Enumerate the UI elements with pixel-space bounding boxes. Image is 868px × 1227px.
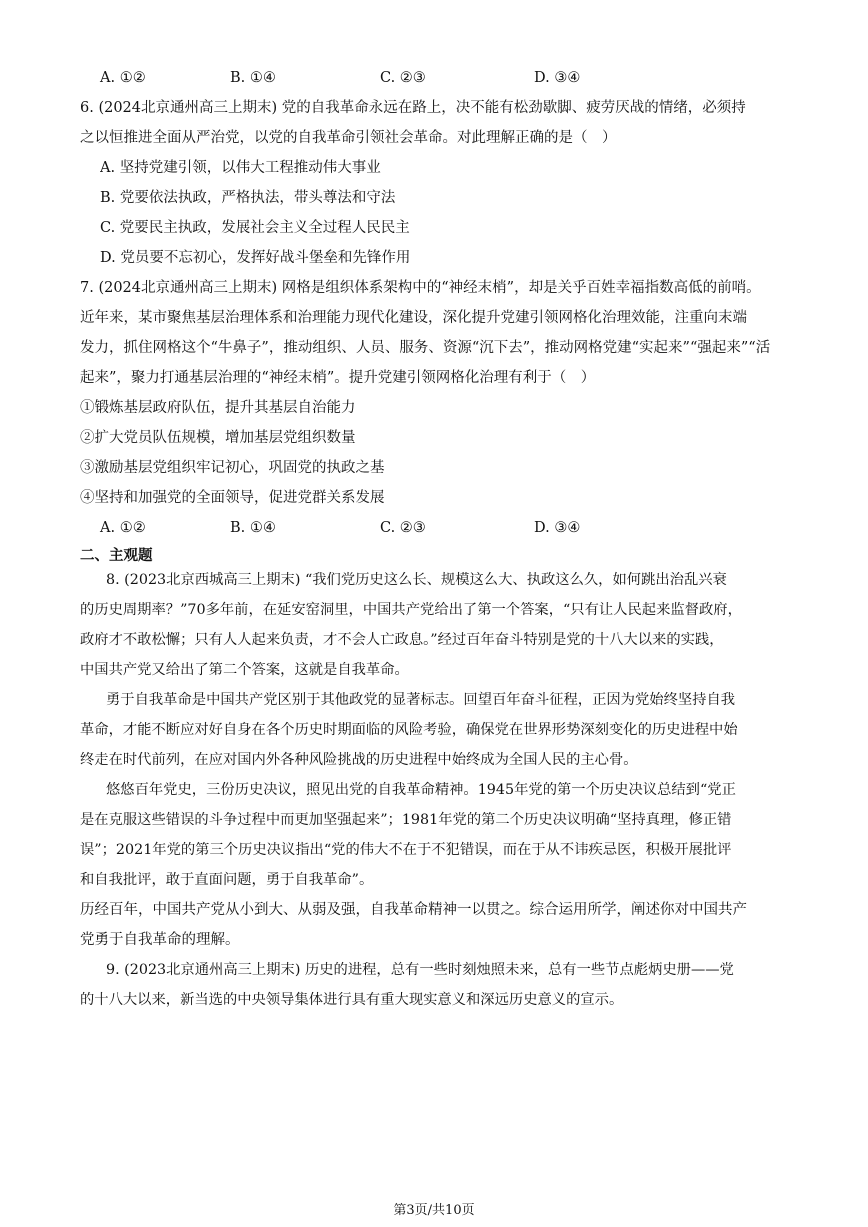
q8-line-2: 的历史周期率？”70多年前，在延安窑洞里，中国共产党给出了第一个答案，“只有让人民起来监督政府， (80, 602, 742, 618)
q7-option-c: C. ②③ (380, 520, 426, 536)
q7-statement-1: ①锻炼基层政府队伍，提升其基层自治能力 (80, 400, 356, 416)
q7-options-row (100, 518, 800, 538)
q6-option-c: C. 党要民主执政，发展社会主义全过程人民民主 (100, 220, 410, 236)
q7-statement-4: ④坚持和加强党的全面领导，促进党群关系发展 (80, 490, 385, 506)
q7-option-a: A. ①② (100, 520, 146, 536)
q6-stem-line-2: 之以恒推进全面从严治党，以党的自我革命引领社会革命。对此理解正确的是（ ） (80, 130, 617, 146)
q7-option-b: B. ①④ (230, 520, 276, 536)
q9-line-2: 的十八大以来，新当选的中央领导集体进行具有重大现实意义和深远历史意义的宣示。 (80, 992, 624, 1008)
q8-line-3: 政府才不敢松懈；只有人人起来负责，才不会人亡政息。”经过百年奋斗特别是党的十八大以来的实践， (80, 632, 724, 648)
q6-option-a: A. 坚持党建引领，以伟大工程推动伟大事业 (100, 160, 381, 176)
q8-line-8: 悠悠百年党史，三份历史决议，照见出党的自我革命精神。1945年党的第一个历史决议总结到“党正 (106, 782, 736, 798)
option-a: A. ①② (100, 70, 146, 86)
page-footer: 第3页/共10页 (393, 1203, 475, 1218)
q8-question-line-1: 历经百年，中国共产党从小到大、从弱及强，自我革命精神一以贯之。综合运用所学，阐述你对中国共产 (80, 902, 747, 918)
q7-stem-line-3: 发力，抓住网格这个“牛鼻子”，推动组织、人员、服务、资源“沉下去”，推动网格党建“实起来”“强起来”“活 (80, 340, 771, 356)
q8-question-line-2: 党勇于自我革命的理解。 (80, 932, 240, 948)
q8-line-10: 误”；2021年党的第三个历史决议指出“党的伟大不在于不犯错误，而在于从不讳疾忌医，积极开展批评 (80, 842, 732, 858)
q8-line-4: 中国共产党又给出了第二个答案，这就是自我革命。 (80, 662, 409, 678)
q7-stem-line-2: 近年来，某市聚焦基层治理体系和治理能力现代化建设，深化提升党建引领网格化治理效能，注重向末端 (80, 310, 747, 326)
q7-stem-line-4: 起来”，聚力打通基层治理的“神经末梢”。提升党建引领网格化治理有利于（ ） (80, 370, 596, 386)
option-c: C. ②③ (380, 70, 426, 86)
q8-line-11: 和自我批评，敢于直面问题，勇于自我革命”。 (80, 872, 374, 888)
q7-statement-3: ③激励基层党组织牢记初心，巩固党的执政之基 (80, 460, 385, 476)
q7-option-d: D. ③④ (534, 520, 581, 536)
q8-line-9: 是在克服这些错误的斗争过程中而更加坚强起来”；1981年党的第二个历史决议明确“坚持真理，修正错 (80, 812, 732, 828)
q6-option-b: B. 党要依法执政，严格执法，带头尊法和守法 (100, 190, 396, 206)
q6-stem-line-1: 6. (2024北京通州高三上期末) 党的自我革命永远在路上，决不能有松劲歇脚、疲劳厌战的情绪，必须持 (80, 100, 746, 116)
q7-statement-2: ②扩大党员队伍规模，增加基层党组织数量 (80, 430, 356, 446)
q7-stem-line-1: 7. (2024北京通州高三上期末) 网格是组织体系架构中的“神经末梢”，却是关乎百姓幸福指数高低的前哨。 (80, 280, 761, 296)
q8-line-6: 革命，才能不断应对好自身在各个历史时期面临的风险考验，确保党在世界形势深刻变化的历史进程中始 (80, 722, 738, 738)
q6-option-d: D. 党员要不忘初心，发挥好战斗堡垒和先锋作用 (100, 250, 411, 266)
section-title: 二、主观题 (80, 548, 153, 564)
option-b: B. ①④ (230, 70, 276, 86)
q8-line-5: 勇于自我革命是中国共产党区别于其他政党的显著标志。回望百年奋斗征程，正因为党始终坚持自我 (106, 692, 736, 708)
q8-line-7: 终走在时代前列，在应对国内外各种风险挑战的历史进程中始终成为全国人民的主心骨。 (80, 752, 638, 768)
q8-line-1: 8. (2023北京西城高三上期末) “我们党历史这么长、规模这么大、执政这么久，如何跳出治乱兴衰 (106, 572, 727, 588)
top-options-row (100, 68, 800, 88)
option-d: D. ③④ (534, 70, 581, 86)
q9-line-1: 9. (2023北京通州高三上期末) 历史的进程，总有一些时刻烛照未来，总有一些节点彪炳史册——党 (106, 962, 734, 978)
